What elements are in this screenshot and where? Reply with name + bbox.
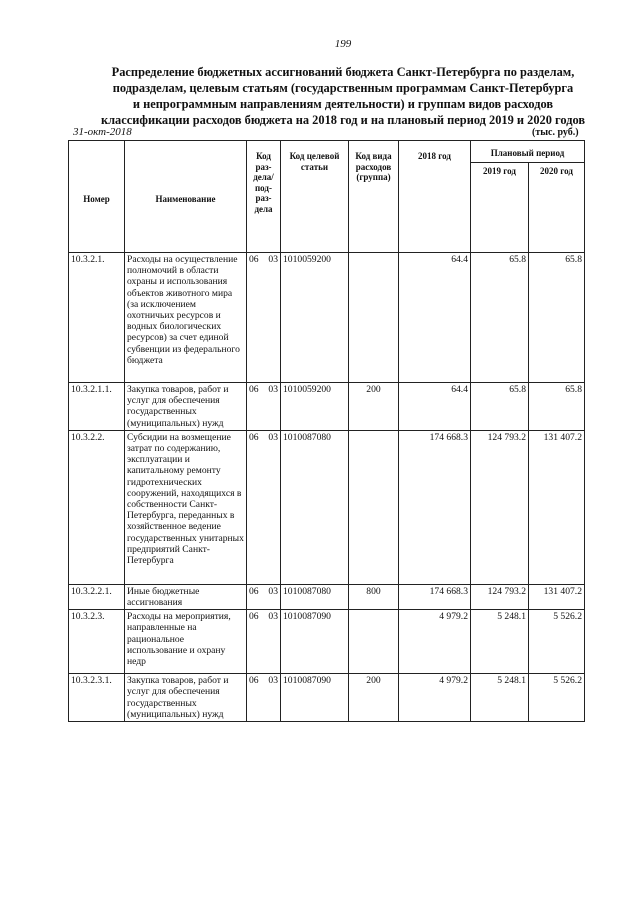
row-value-2018: 4 979.2	[399, 610, 471, 674]
header-2019: 2019 год	[471, 162, 529, 252]
row-name: Иные бюджетные ассигнования	[125, 584, 247, 609]
row-number: 10.3.2.3.	[69, 610, 125, 674]
row-subsection-code: 03	[268, 675, 278, 687]
header-section: Код раз-дела/ под-раз-дела	[247, 141, 281, 253]
budget-table	[68, 140, 585, 722]
document-date: 31-окт-2018	[73, 126, 132, 138]
title-line: Распределение бюджетных ассигнований бюджета Санкт-Петербурга по разделам,	[111, 65, 575, 79]
row-kind-code: 200	[349, 383, 399, 431]
row-target-code: 1010087090	[281, 610, 349, 674]
row-section-code: 06	[249, 611, 259, 623]
row-number: 10.3.2.2.1.	[69, 584, 125, 609]
row-value-2018: 174 668.3	[399, 430, 471, 584]
row-subsection-code: 03	[268, 611, 278, 623]
table-row	[69, 253, 585, 383]
header-2018: 2018 год	[399, 141, 471, 253]
row-section	[247, 430, 281, 584]
row-section	[247, 253, 281, 383]
row-subsection-code: 03	[268, 431, 278, 443]
row-target-code: 1010087080	[281, 430, 349, 584]
header-2020: 2020 год	[529, 162, 585, 252]
row-section	[247, 383, 281, 431]
row-name: Субсидии на возмещение затрат по содержанию, эксплуатации и капитальному ремонту гидротехнических сооружений, находящихся в собственности Санкт-Петербурга, переданных в хозяйственное ведение государственных унитарных предприятий Санкт-Петербурга	[125, 430, 247, 584]
row-value-2020: 5 526.2	[529, 610, 585, 674]
row-subsection-code: 03	[268, 384, 278, 395]
row-section	[247, 584, 281, 609]
table-row	[69, 584, 585, 609]
table-row	[69, 674, 585, 722]
row-value-2019: 124 793.2	[471, 430, 529, 584]
row-target-code: 1010059200	[281, 383, 349, 431]
row-target-code: 1010087090	[281, 674, 349, 722]
table-row	[69, 430, 585, 584]
title-line: классификации расходов бюджета на 2018 год и на плановый период 2019 и 2020 годов	[100, 113, 586, 127]
row-kind-code	[349, 430, 399, 584]
row-value-2019: 5 248.1	[471, 610, 529, 674]
row-value-2018: 64.4	[399, 383, 471, 431]
row-number: 10.3.2.2.	[69, 430, 125, 584]
row-target-code: 1010087080	[281, 584, 349, 609]
row-number: 10.3.2.1.	[69, 253, 125, 383]
row-name: Расходы на осуществление полномочий в области охраны и использования объектов животного мира (за исключением охотничьих ресурсов и водных биологических ресурсов) за счет единой субвенции из федерального бюджета	[125, 253, 247, 383]
row-number: 10.3.2.1.1.	[69, 383, 125, 431]
row-kind-code	[349, 610, 399, 674]
row-value-2020: 5 526.2	[529, 674, 585, 722]
row-value-2019: 65.8	[471, 383, 529, 431]
row-section-code: 06	[249, 431, 259, 443]
header-name: Наименование	[125, 141, 247, 253]
row-value-2019: 5 248.1	[471, 674, 529, 722]
header-number: Номер	[69, 141, 125, 253]
row-number: 10.3.2.3.1.	[69, 674, 125, 722]
row-subsection-code: 03	[268, 585, 278, 597]
units-label: (тыс. руб.)	[532, 127, 579, 138]
row-target-code: 1010059200	[281, 253, 349, 383]
row-kind-code: 200	[349, 674, 399, 722]
header-target: Код целевой статьи	[281, 141, 349, 253]
row-section-code: 06	[249, 675, 259, 687]
row-value-2020: 65.8	[529, 383, 585, 431]
page-number: 199	[334, 38, 352, 50]
row-value-2019: 65.8	[471, 253, 529, 383]
row-value-2018: 174 668.3	[399, 584, 471, 609]
title-line: и непрограммным направлениям деятельности) и группам видов расходов	[132, 97, 554, 111]
header-kind: Код вида расходов (группа)	[349, 141, 399, 253]
row-section-code: 06	[249, 384, 259, 395]
row-section-code: 06	[249, 585, 259, 597]
row-name: Расходы на мероприятия, направленные на рациональное использование и охрану недр	[125, 610, 247, 674]
row-subsection-code: 03	[268, 254, 278, 265]
row-name: Закупка товаров, работ и услуг для обеспечения государственных (муниципальных) нужд	[125, 674, 247, 722]
table-row	[69, 383, 585, 431]
row-value-2018: 64.4	[399, 253, 471, 383]
row-section	[247, 610, 281, 674]
document-title	[70, 64, 616, 128]
row-value-2020: 65.8	[529, 253, 585, 383]
row-kind-code	[349, 253, 399, 383]
row-value-2020: 131 407.2	[529, 430, 585, 584]
row-value-2020: 131 407.2	[529, 584, 585, 609]
row-value-2018: 4 979.2	[399, 674, 471, 722]
row-value-2019: 124 793.2	[471, 584, 529, 609]
table-row	[69, 610, 585, 674]
row-section-code: 06	[249, 254, 259, 265]
row-kind-code: 800	[349, 584, 399, 609]
row-section	[247, 674, 281, 722]
header-planned-period: Плановый период	[471, 141, 585, 163]
title-line: подразделам, целевым статьям (государственным программам Санкт-Петербурга	[112, 81, 574, 95]
row-name: Закупка товаров, работ и услуг для обеспечения государственных (муниципальных) нужд	[125, 383, 247, 431]
